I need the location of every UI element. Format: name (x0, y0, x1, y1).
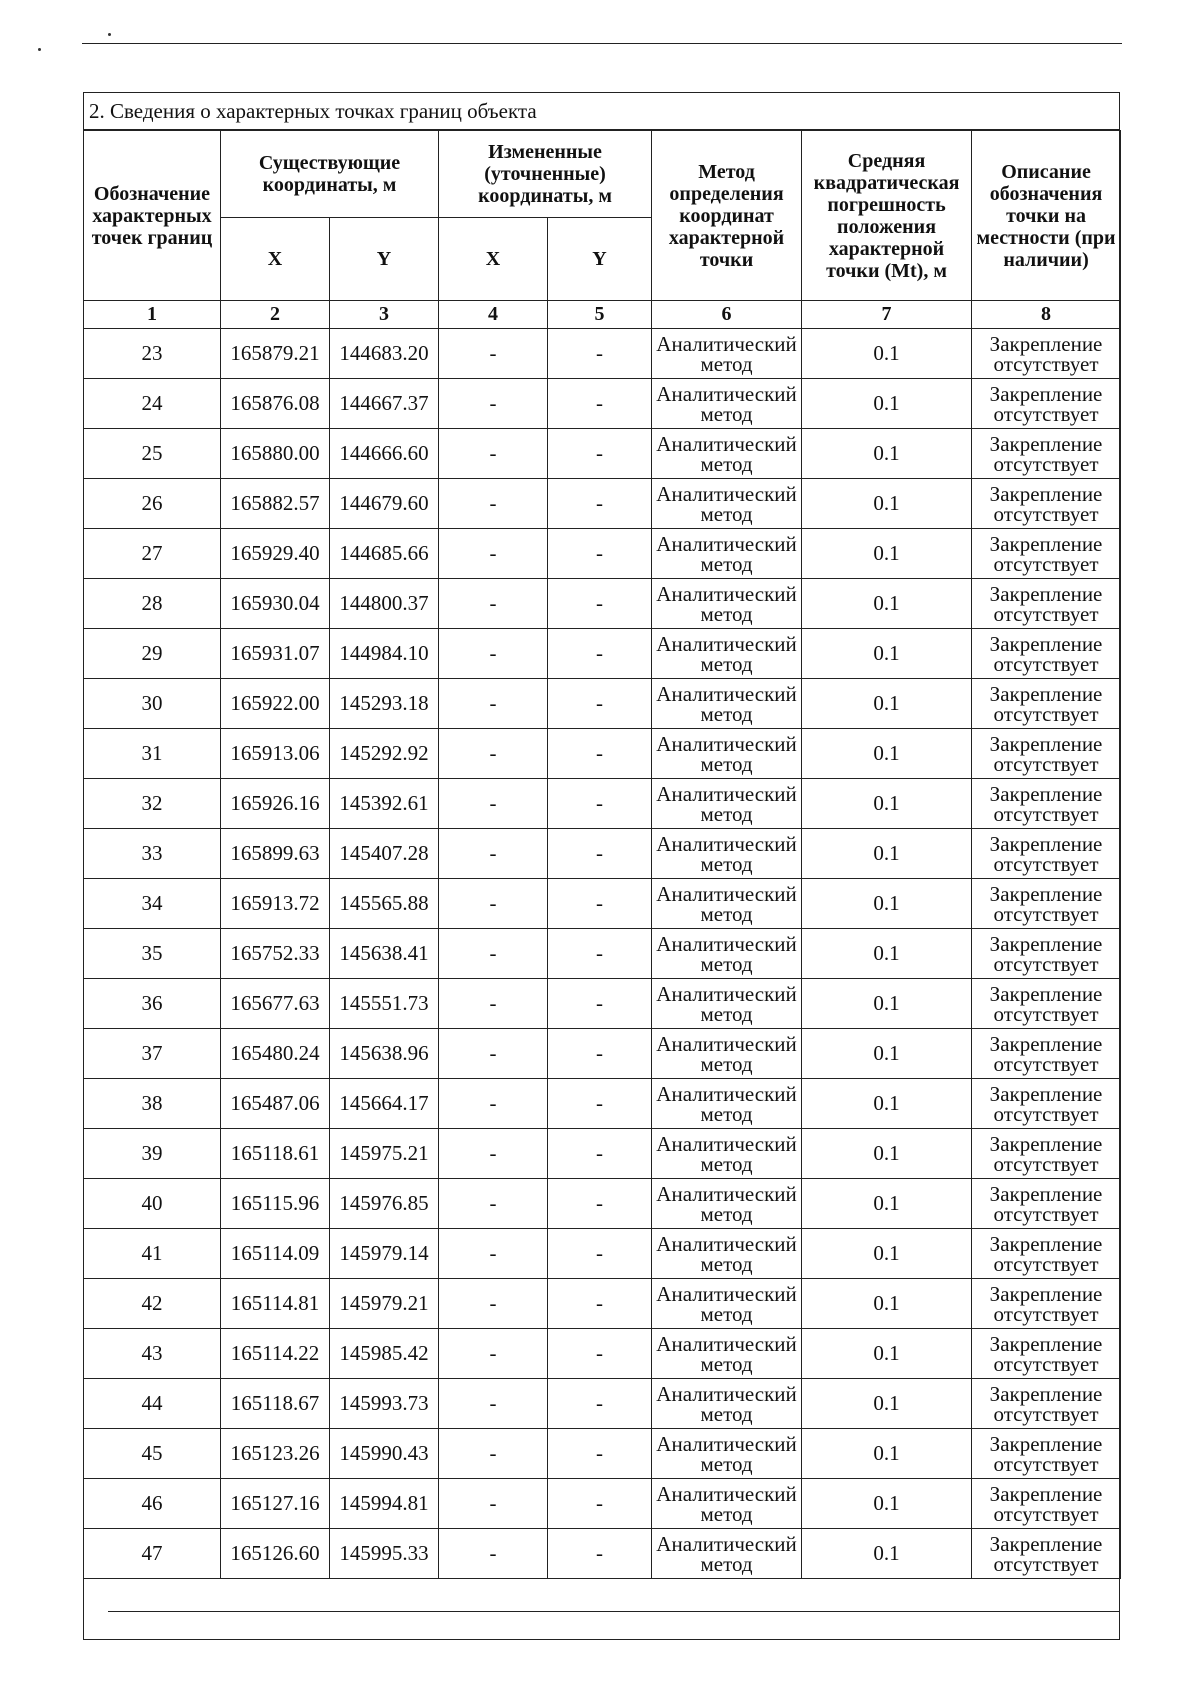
point-id-cell: 35 (84, 929, 221, 979)
table-row (84, 1229, 1121, 1279)
header-error: Средняя квадратическая погрешность положения характерной точки (Mt), м (802, 131, 972, 301)
changed-x-cell: - (439, 879, 548, 929)
method-cell: Аналитический метод (652, 1229, 802, 1279)
changed-y-cell: - (548, 1029, 652, 1079)
existing-y-cell: 145994.81 (330, 1479, 439, 1529)
error-cell: 0.1 (802, 479, 972, 529)
error-cell: 0.1 (802, 1079, 972, 1129)
method-cell: Аналитический метод (652, 1379, 802, 1429)
error-cell: 0.1 (802, 1179, 972, 1229)
changed-x-cell: - (439, 1179, 548, 1229)
changed-x-cell: - (439, 479, 548, 529)
header-changed-x: X (439, 218, 548, 301)
table-row (84, 479, 1121, 529)
table-row (84, 829, 1121, 879)
changed-x-cell: - (439, 979, 548, 1029)
changed-x-cell: - (439, 929, 548, 979)
point-id-cell: 47 (84, 1529, 221, 1579)
method-cell: Аналитический метод (652, 1029, 802, 1079)
description-cell: Закрепление отсутствует (972, 1429, 1121, 1479)
error-cell: 0.1 (802, 1029, 972, 1079)
changed-y-cell: - (548, 979, 652, 1029)
changed-y-cell: - (548, 1129, 652, 1179)
changed-y-cell: - (548, 1279, 652, 1329)
point-id-cell: 28 (84, 579, 221, 629)
existing-y-cell: 145985.42 (330, 1329, 439, 1379)
error-cell: 0.1 (802, 679, 972, 729)
changed-x-cell: - (439, 1129, 548, 1179)
changed-y-cell: - (548, 1479, 652, 1529)
changed-y-cell: - (548, 379, 652, 429)
changed-x-cell: - (439, 429, 548, 479)
table-row (84, 779, 1121, 829)
table-row (84, 529, 1121, 579)
existing-x-cell: 165930.04 (221, 579, 330, 629)
table-row (84, 1129, 1121, 1179)
error-cell: 0.1 (802, 879, 972, 929)
existing-x-cell: 165126.60 (221, 1529, 330, 1579)
method-cell: Аналитический метод (652, 1179, 802, 1229)
changed-y-cell: - (548, 579, 652, 629)
table-row (84, 429, 1121, 479)
existing-y-cell: 144667.37 (330, 379, 439, 429)
existing-y-cell: 145993.73 (330, 1379, 439, 1429)
changed-x-cell: - (439, 529, 548, 579)
header-existing-coordinates: Существующие координаты, м (221, 131, 439, 218)
header-changed-coordinates: Измененные (уточненные) координаты, м (439, 131, 652, 218)
changed-y-cell: - (548, 1379, 652, 1429)
existing-x-cell: 165913.06 (221, 729, 330, 779)
scan-speck (108, 33, 111, 36)
bottom-rule (108, 1611, 1120, 1612)
existing-x-cell: 165118.67 (221, 1379, 330, 1429)
column-number: 4 (439, 301, 548, 329)
table-row (84, 879, 1121, 929)
existing-y-cell: 144679.60 (330, 479, 439, 529)
changed-y-cell: - (548, 879, 652, 929)
error-cell: 0.1 (802, 979, 972, 1029)
existing-x-cell: 165114.09 (221, 1229, 330, 1279)
method-cell: Аналитический метод (652, 829, 802, 879)
method-cell: Аналитический метод (652, 729, 802, 779)
description-cell: Закрепление отсутствует (972, 1029, 1121, 1079)
error-cell: 0.1 (802, 629, 972, 679)
method-cell: Аналитический метод (652, 1279, 802, 1329)
point-id-cell: 29 (84, 629, 221, 679)
description-cell: Закрепление отсутствует (972, 1079, 1121, 1129)
method-cell: Аналитический метод (652, 529, 802, 579)
section-title: 2. Сведения о характерных точках границ объекта (83, 94, 1120, 130)
boundary-points-table (83, 130, 1121, 1579)
existing-y-cell: 145990.43 (330, 1429, 439, 1479)
changed-x-cell: - (439, 329, 548, 379)
point-id-cell: 23 (84, 329, 221, 379)
existing-x-cell: 165114.22 (221, 1329, 330, 1379)
description-cell: Закрепление отсутствует (972, 429, 1121, 479)
changed-y-cell: - (548, 1429, 652, 1479)
description-cell: Закрепление отсутствует (972, 329, 1121, 379)
point-id-cell: 38 (84, 1079, 221, 1129)
point-id-cell: 34 (84, 879, 221, 929)
changed-x-cell: - (439, 729, 548, 779)
method-cell: Аналитический метод (652, 579, 802, 629)
changed-x-cell: - (439, 1079, 548, 1129)
changed-y-cell: - (548, 929, 652, 979)
existing-x-cell: 165899.63 (221, 829, 330, 879)
method-cell: Аналитический метод (652, 1529, 802, 1579)
method-cell: Аналитический метод (652, 1429, 802, 1479)
error-cell: 0.1 (802, 379, 972, 429)
changed-x-cell: - (439, 379, 548, 429)
changed-y-cell: - (548, 329, 652, 379)
error-cell: 0.1 (802, 329, 972, 379)
existing-y-cell: 145638.41 (330, 929, 439, 979)
point-id-cell: 42 (84, 1279, 221, 1329)
table-row (84, 629, 1121, 679)
description-cell: Закрепление отсутствует (972, 1529, 1121, 1579)
changed-x-cell: - (439, 679, 548, 729)
description-cell: Закрепление отсутствует (972, 579, 1121, 629)
existing-y-cell: 145551.73 (330, 979, 439, 1029)
column-number: 6 (652, 301, 802, 329)
existing-x-cell: 165487.06 (221, 1079, 330, 1129)
column-number: 2 (221, 301, 330, 329)
description-cell: Закрепление отсутствует (972, 679, 1121, 729)
error-cell: 0.1 (802, 529, 972, 579)
existing-y-cell: 145638.96 (330, 1029, 439, 1079)
point-id-cell: 25 (84, 429, 221, 479)
description-cell: Закрепление отсутствует (972, 1329, 1121, 1379)
top-rule (82, 43, 1122, 44)
changed-x-cell: - (439, 1529, 548, 1579)
point-id-cell: 26 (84, 479, 221, 529)
changed-x-cell: - (439, 1379, 548, 1429)
existing-x-cell: 165480.24 (221, 1029, 330, 1079)
changed-y-cell: - (548, 429, 652, 479)
changed-y-cell: - (548, 1229, 652, 1279)
point-id-cell: 32 (84, 779, 221, 829)
description-cell: Закрепление отсутствует (972, 379, 1121, 429)
existing-x-cell: 165882.57 (221, 479, 330, 529)
point-id-cell: 45 (84, 1429, 221, 1479)
table-row (84, 979, 1121, 1029)
description-cell: Закрепление отсутствует (972, 1279, 1121, 1329)
changed-x-cell: - (439, 1279, 548, 1329)
description-cell: Закрепление отсутствует (972, 629, 1121, 679)
existing-x-cell: 165876.08 (221, 379, 330, 429)
existing-y-cell: 145292.92 (330, 729, 439, 779)
table-row (84, 1329, 1121, 1379)
existing-x-cell: 165752.33 (221, 929, 330, 979)
method-cell: Аналитический метод (652, 679, 802, 729)
table-row (84, 329, 1121, 379)
existing-y-cell: 145565.88 (330, 879, 439, 929)
column-number: 1 (84, 301, 221, 329)
existing-x-cell: 165114.81 (221, 1279, 330, 1329)
existing-x-cell: 165118.61 (221, 1129, 330, 1179)
table-row (84, 729, 1121, 779)
changed-y-cell: - (548, 679, 652, 729)
point-id-cell: 31 (84, 729, 221, 779)
error-cell: 0.1 (802, 1129, 972, 1179)
description-cell: Закрепление отсутствует (972, 1229, 1121, 1279)
changed-y-cell: - (548, 529, 652, 579)
method-cell: Аналитический метод (652, 379, 802, 429)
changed-x-cell: - (439, 629, 548, 679)
changed-y-cell: - (548, 1329, 652, 1379)
header-existing-x: X (221, 218, 330, 301)
description-cell: Закрепление отсутствует (972, 929, 1121, 979)
error-cell: 0.1 (802, 1329, 972, 1379)
error-cell: 0.1 (802, 1529, 972, 1579)
table-row (84, 1079, 1121, 1129)
error-cell: 0.1 (802, 779, 972, 829)
changed-x-cell: - (439, 1479, 548, 1529)
existing-x-cell: 165880.00 (221, 429, 330, 479)
description-cell: Закрепление отсутствует (972, 1479, 1121, 1529)
changed-y-cell: - (548, 729, 652, 779)
point-id-cell: 41 (84, 1229, 221, 1279)
method-cell: Аналитический метод (652, 629, 802, 679)
changed-x-cell: - (439, 1329, 548, 1379)
existing-y-cell: 145293.18 (330, 679, 439, 729)
point-id-cell: 30 (84, 679, 221, 729)
error-cell: 0.1 (802, 1229, 972, 1279)
method-cell: Аналитический метод (652, 1079, 802, 1129)
existing-x-cell: 165929.40 (221, 529, 330, 579)
changed-x-cell: - (439, 1429, 548, 1479)
error-cell: 0.1 (802, 1429, 972, 1479)
table-row (84, 579, 1121, 629)
changed-x-cell: - (439, 1229, 548, 1279)
changed-y-cell: - (548, 1179, 652, 1229)
header-changed-y: Y (548, 218, 652, 301)
method-cell: Аналитический метод (652, 1329, 802, 1379)
scan-speck (38, 48, 41, 51)
column-number: 3 (330, 301, 439, 329)
description-cell: Закрепление отсутствует (972, 729, 1121, 779)
method-cell: Аналитический метод (652, 1129, 802, 1179)
method-cell: Аналитический метод (652, 429, 802, 479)
column-number: 5 (548, 301, 652, 329)
column-number-row (84, 301, 1121, 329)
existing-x-cell: 165922.00 (221, 679, 330, 729)
error-cell: 0.1 (802, 579, 972, 629)
changed-y-cell: - (548, 479, 652, 529)
existing-y-cell: 145976.85 (330, 1179, 439, 1229)
changed-y-cell: - (548, 1079, 652, 1129)
table-row (84, 929, 1121, 979)
table-row (84, 1029, 1121, 1079)
description-cell: Закрепление отсутствует (972, 1379, 1121, 1429)
point-id-cell: 40 (84, 1179, 221, 1229)
existing-y-cell: 145407.28 (330, 829, 439, 879)
method-cell: Аналитический метод (652, 779, 802, 829)
existing-y-cell: 145979.21 (330, 1279, 439, 1329)
description-cell: Закрепление отсутствует (972, 979, 1121, 1029)
existing-x-cell: 165913.72 (221, 879, 330, 929)
header-designation: Обозначение характерных точек границ (84, 131, 221, 301)
method-cell: Аналитический метод (652, 929, 802, 979)
existing-y-cell: 144685.66 (330, 529, 439, 579)
column-number: 8 (972, 301, 1121, 329)
changed-y-cell: - (548, 829, 652, 879)
header-description: Описание обозначения точки на местности (при наличии) (972, 131, 1121, 301)
point-id-cell: 37 (84, 1029, 221, 1079)
header-existing-y: Y (330, 218, 439, 301)
existing-x-cell: 165127.16 (221, 1479, 330, 1529)
table-row (84, 1279, 1121, 1329)
changed-x-cell: - (439, 579, 548, 629)
point-id-cell: 44 (84, 1379, 221, 1429)
description-cell: Закрепление отсутствует (972, 779, 1121, 829)
point-id-cell: 39 (84, 1129, 221, 1179)
changed-x-cell: - (439, 829, 548, 879)
point-id-cell: 33 (84, 829, 221, 879)
existing-y-cell: 145664.17 (330, 1079, 439, 1129)
header-method: Метод определения координат характерной точки (652, 131, 802, 301)
existing-x-cell: 165123.26 (221, 1429, 330, 1479)
description-cell: Закрепление отсутствует (972, 1129, 1121, 1179)
changed-y-cell: - (548, 629, 652, 679)
changed-y-cell: - (548, 779, 652, 829)
existing-y-cell: 145975.21 (330, 1129, 439, 1179)
error-cell: 0.1 (802, 1479, 972, 1529)
table-body (84, 329, 1121, 1579)
existing-y-cell: 145979.14 (330, 1229, 439, 1279)
method-cell: Аналитический метод (652, 979, 802, 1029)
existing-y-cell: 145995.33 (330, 1529, 439, 1579)
column-number: 7 (802, 301, 972, 329)
error-cell: 0.1 (802, 929, 972, 979)
description-cell: Закрепление отсутствует (972, 479, 1121, 529)
method-cell: Аналитический метод (652, 479, 802, 529)
point-id-cell: 36 (84, 979, 221, 1029)
table-row (84, 679, 1121, 729)
table-row (84, 1379, 1121, 1429)
existing-y-cell: 144800.37 (330, 579, 439, 629)
table-row (84, 1429, 1121, 1479)
point-id-cell: 43 (84, 1329, 221, 1379)
description-cell: Закрепление отсутствует (972, 829, 1121, 879)
existing-y-cell: 144984.10 (330, 629, 439, 679)
existing-y-cell: 144666.60 (330, 429, 439, 479)
method-cell: Аналитический метод (652, 329, 802, 379)
table-row (84, 1179, 1121, 1229)
error-cell: 0.1 (802, 1379, 972, 1429)
point-id-cell: 24 (84, 379, 221, 429)
existing-x-cell: 165926.16 (221, 779, 330, 829)
error-cell: 0.1 (802, 829, 972, 879)
table-row (84, 1529, 1121, 1579)
error-cell: 0.1 (802, 1279, 972, 1329)
existing-x-cell: 165115.96 (221, 1179, 330, 1229)
changed-x-cell: - (439, 1029, 548, 1079)
changed-y-cell: - (548, 1529, 652, 1579)
point-id-cell: 46 (84, 1479, 221, 1529)
existing-y-cell: 145392.61 (330, 779, 439, 829)
table-row (84, 1479, 1121, 1529)
existing-y-cell: 144683.20 (330, 329, 439, 379)
error-cell: 0.1 (802, 429, 972, 479)
description-cell: Закрепление отсутствует (972, 879, 1121, 929)
description-cell: Закрепление отсутствует (972, 529, 1121, 579)
changed-x-cell: - (439, 779, 548, 829)
method-cell: Аналитический метод (652, 879, 802, 929)
error-cell: 0.1 (802, 729, 972, 779)
existing-x-cell: 165677.63 (221, 979, 330, 1029)
existing-x-cell: 165931.07 (221, 629, 330, 679)
method-cell: Аналитический метод (652, 1479, 802, 1529)
table-row (84, 379, 1121, 429)
description-cell: Закрепление отсутствует (972, 1179, 1121, 1229)
existing-x-cell: 165879.21 (221, 329, 330, 379)
point-id-cell: 27 (84, 529, 221, 579)
